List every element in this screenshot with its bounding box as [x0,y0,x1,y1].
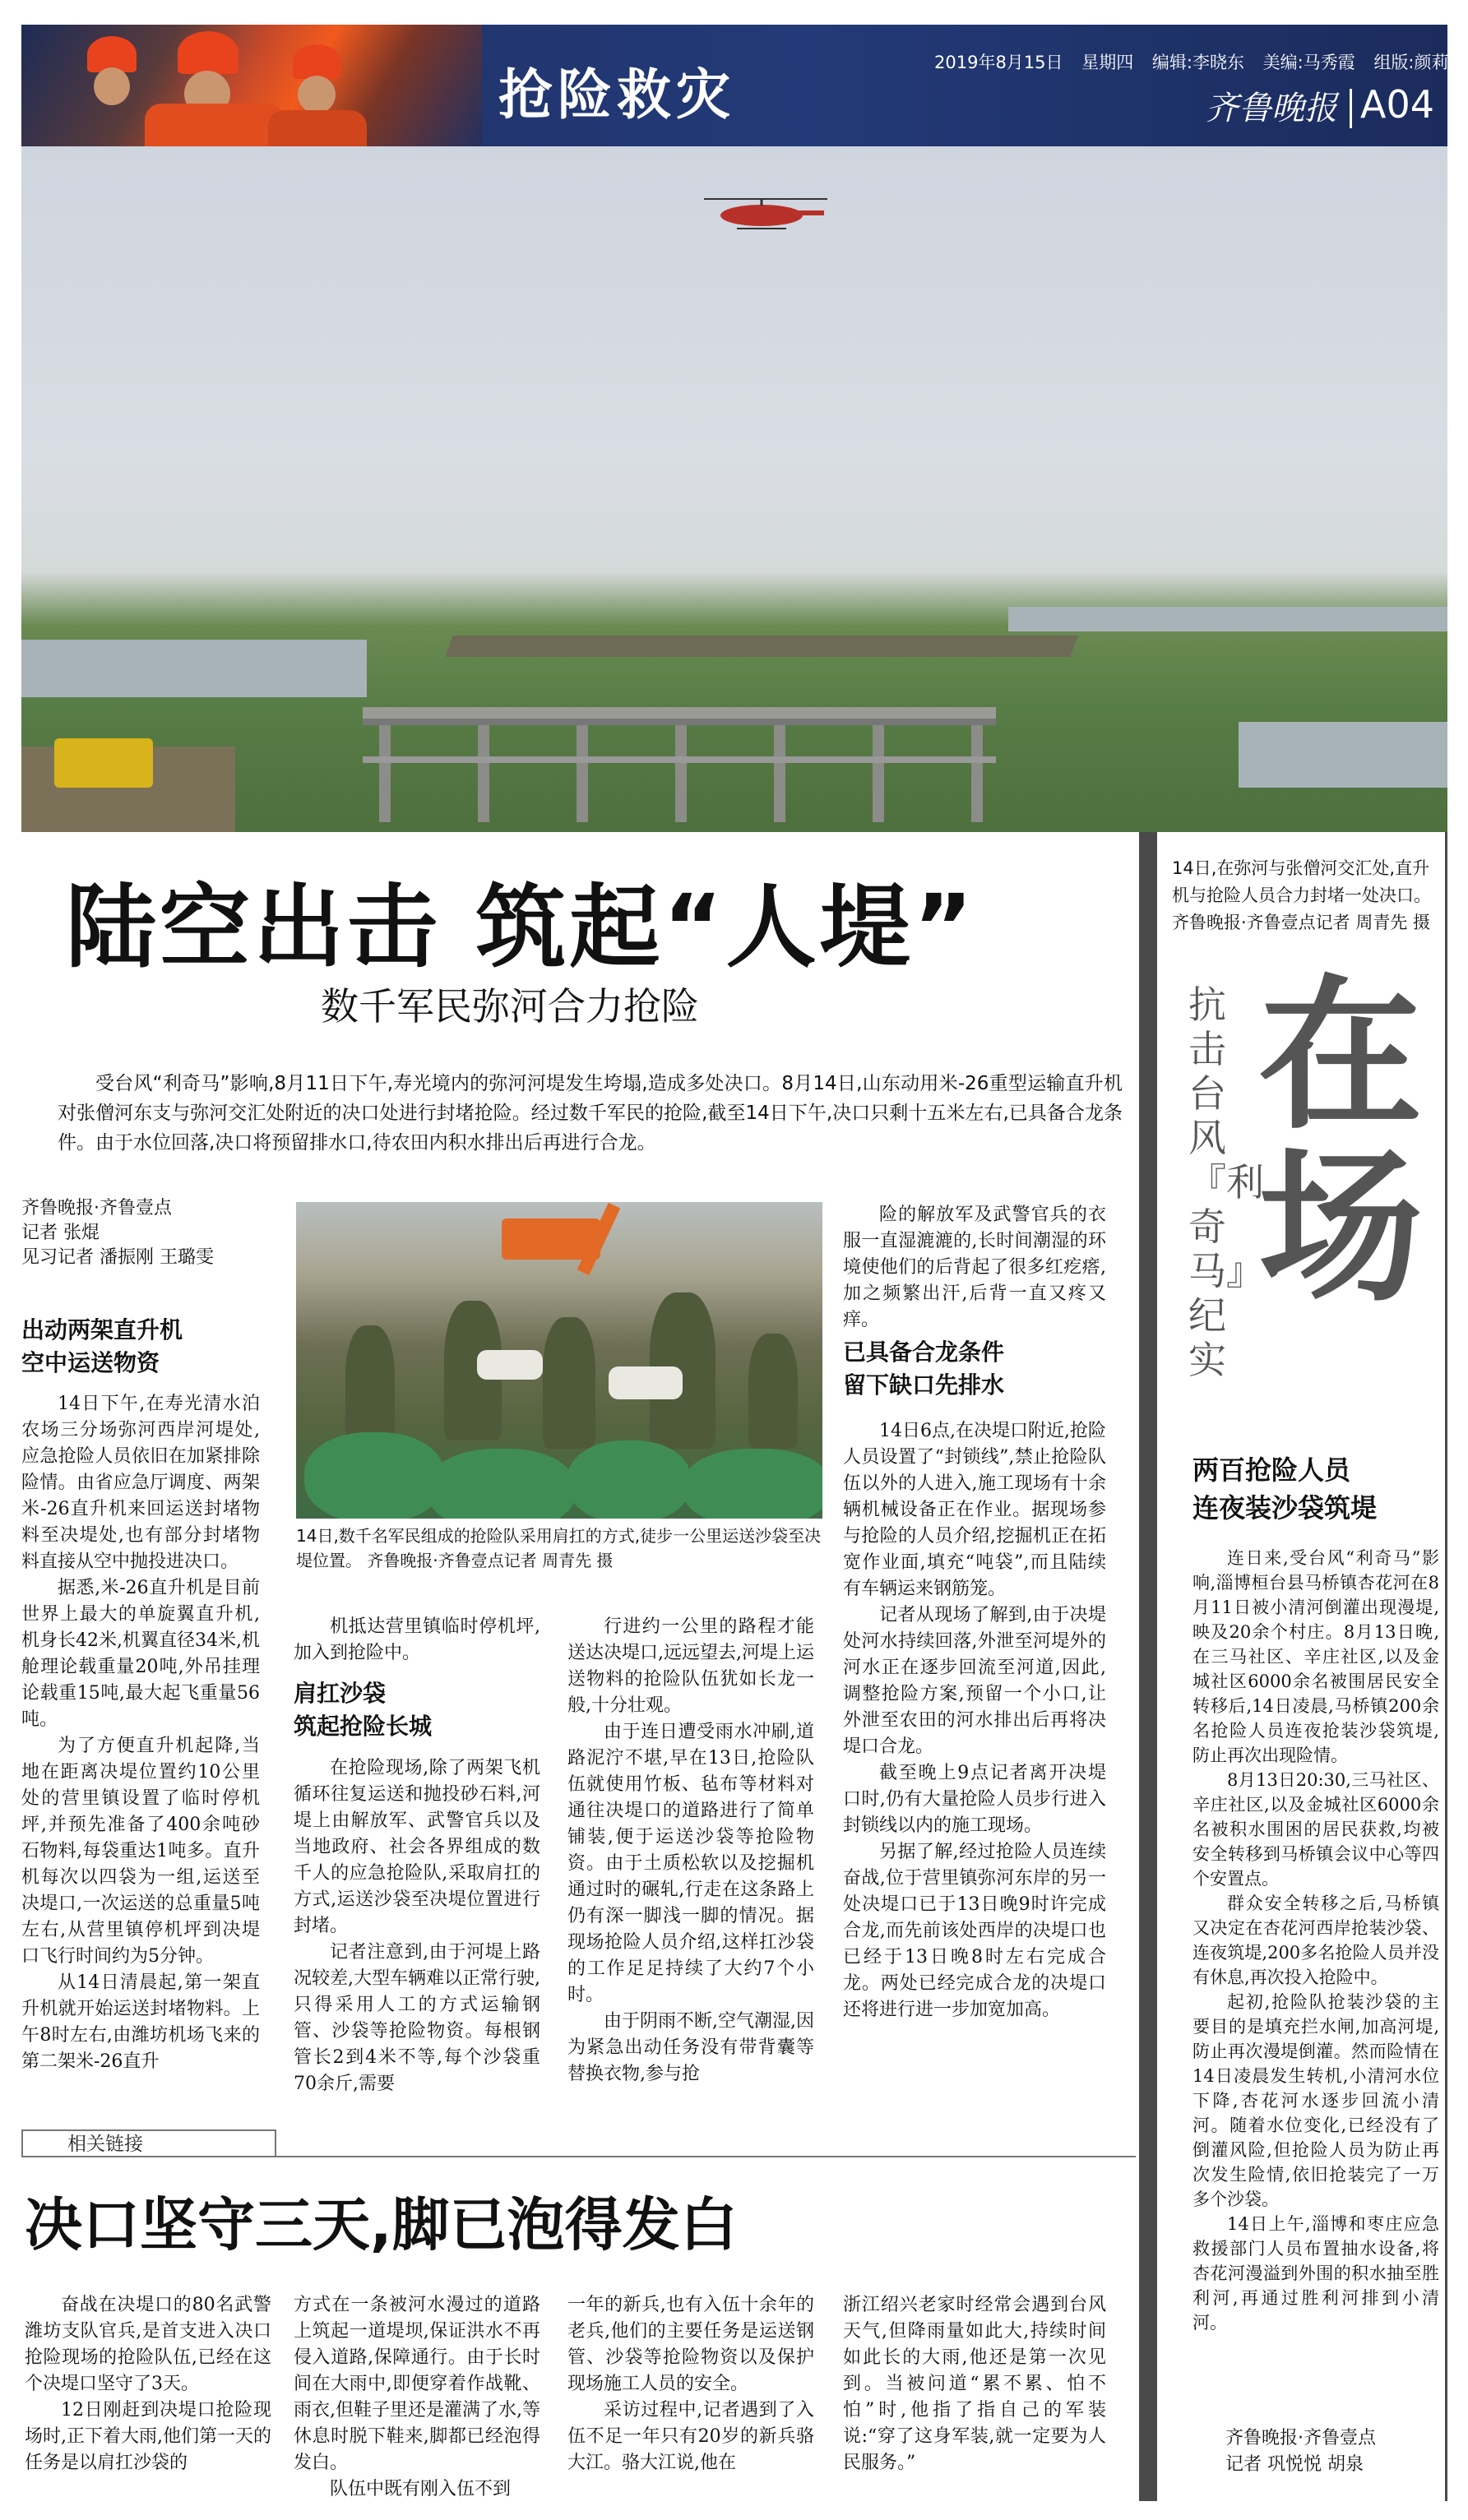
sluice-gate-bridge [363,707,996,822]
main-byline [21,1196,268,1270]
byline-line: 齐鲁晚报·齐鲁壹点 [21,1198,172,1218]
paragraph: 受台风“利奇马”影响,8月11日下午,寿光境内的弥河河堤发生垮塌,造成多处决口。8月14日,山东动用米-26重型运输直升机对张僧河东支与弥河交汇处附近的决口处进行封堵抢险。经过数千军民的抢险,截至14日下午,决口只剩十五米左右,已具备合龙条件。由于水位回落,决口将预留排水口,待农田内积水排出后再进行合龙。 [58,1073,1123,1154]
paragraph: 由于阴雨不断,空气潮湿,因为紧急出动任务没有带背囊等替换衣物,参与抢 [567,2011,814,2084]
paragraph: 14日6点,在决堤口附近,抢险人员设置了“封锁线”,禁止抢险队伍以外的人进入,施工现场有十余辆机械设备正在作业。据现场参与抢险的人员介绍,挖掘机正在拓宽作业面,填充“吨袋”,而且陆续有车辆运来钢筋笼。 [843,1421,1106,1599]
paragraph: 截至晚上9点记者离开决堤口时,仍有大量抢险人员步行进入封锁线以内的施工现场。 [843,1763,1106,1836]
related-column-1 [25,2292,271,2476]
byline-line: 齐鲁晚报·齐鲁壹点 [1225,2428,1376,2448]
paragraph: 奋战在决堤口的80名武警潍坊支队官兵,是首支进入决口抢险现场的抢险队伍,已经在这个决堤口坚守了3天。 [25,2295,271,2394]
subhead-line: 空中运送物资 [21,1349,160,1376]
helicopter-icon [704,194,827,234]
paragraph: 另据了解,经过抢险人员连续奋战,位于营里镇弥河东岸的另一处决堤口已于13日晚9时许完成合龙,而先前该处西岸的决堤口也已经于13日晚8时左右完成合龙。两处已经完成合龙的决堤口还将进行进一步加宽加高。 [843,1842,1106,2020]
subhead-line: 留下缺口先排水 [843,1371,1005,1399]
right-article-byline [1225,2425,1439,2478]
right-headline-line-1: 两百抢险人员 [1192,1454,1351,1486]
subhead-line: 肩扛沙袋 [294,1680,387,1707]
paragraph: 据悉,米-26直升机是目前世界上最大的单旋翼直升机,机身长42米,机翼直径34米,机舱理论载重量20吨,外吊挂理论载重15吨,最大起飞重量56吨。 [21,1578,260,1730]
byline-line: 记者 张焜 [21,1223,100,1243]
series-big-char-2: 场 [1257,1133,1423,1325]
paragraph: 8月13日20:30,三马社区、辛庄社区,以及金城社区6000余名被积水围困的居民获救,均被安全转移到马桥镇会议中心等四个安置点。 [1192,1770,1439,1889]
inset-photo-caption: 14日,数千名军民组成的抢险队采用肩扛的方式,徒步一公里运送沙袋至决堤位置。 齐鲁晚报·齐鲁壹点记者 周青先 摄 [296,1526,822,1570]
masthead-logo: 齐鲁晚报 [1206,90,1337,127]
paragraph: 采访过程中,记者遇到了入伍不足一年只有20岁的新兵骆大江。骆大江说,他在 [567,2400,814,2473]
paragraph: 险的解放军及武警官兵的衣服一直湿漉漉的,长时间潮湿的环境使他们的后背起了很多红疙瘩,加之频繁出汗,后背一直又疼又痒。 [843,1205,1106,1330]
right-column-rule [1139,832,1157,2501]
related-column-3 [567,2292,814,2476]
subhead-line: 出动两架直升机 [21,1316,183,1343]
issue-art-editor: 美编:马秀霞 [1262,53,1355,72]
article-column-4 [843,1202,1106,1334]
article-column-2 [294,1614,540,1667]
byline-line: 记者 巩悦悦 胡泉 [1225,2454,1364,2475]
right-article-headline [1192,1451,1439,1527]
main-subheadline: 数千军民弥河合力抢险 [321,984,699,1029]
header-photo [21,25,482,146]
series-title: 抗击台风『利奇马』纪实 [1188,983,1264,1382]
paragraph: 浙江绍兴老家时经常会遇到台风天气,但降雨量如此大,持续时间如此长的大雨,他还是第一次见到。当被问道“累不累、怕不怕”时,他指了指自己的军装说:“穿了这身军装,就一定要为人民服务。” [843,2295,1106,2473]
issue-info [934,49,1462,74]
issue-weekday: 星期四 [1081,53,1134,72]
paragraph: 一年的新兵,也有入伍十余年的老兵,他们的主要任务是运送钢管、沙袋等抢险物资以及保护现场施工人员的安全。 [567,2295,814,2394]
paragraph: 连日来,受台风“利奇马”影响,淄博桓台县马桥镇杏花河在8月11日被小清河倒灌出现漫堤,映及20余个村庄。8月13日晚,在三马社区、辛庄社区,以及金城社区6000余名被围居民安全转移后,14日凌晨,马桥镇200余名抢险人员连夜抢装沙袋筑堤,防止再次出现险情。 [1192,1548,1439,1765]
inset-photo [296,1202,822,1519]
paragraph: 队伍中既有刚入伍不到 [330,2479,512,2499]
paragraph: 记者从现场了解到,由于决堤处河水持续回落,外泄至河堤外的河水正在逐步回流至河道,因此,调整抢险方案,预留一个小口,让外泄至农田的河水排出后再将决堤口合龙。 [843,1605,1106,1757]
section-heading-3 [843,1336,1106,1402]
issue-proofreader: 组版:颜莉 [1373,53,1449,72]
main-headline: 陆空出击 筑起“人堤” [66,875,976,980]
byline-line: 见习记者 潘振刚 王璐雯 [21,1247,214,1268]
paragraph: 记者注意到,由于河堤上路况较差,大型车辆难以正常行驶,只得采用人工的方式运输钢管、沙袋等抢险物资。每根钢管长2到4米不等,每个沙袋重70余斤,需要 [294,1942,540,2094]
main-photo [21,146,1447,832]
paragraph: 为了方便直升机起降,当地在距离决堤位置约10公里处的营里镇设置了临时停机坪,并预先准备了400余吨砂石物料,每袋重达1吨多。直升机每次以四袋为一组,运送至决堤口,一次运送的总重量5吨左右,从营里镇停机坪到决堤口飞行时间约为5分钟。 [21,1736,260,1967]
related-column-2 [294,2292,540,2503]
section-title: 抢险救灾 [498,62,735,127]
article-column-3 [567,1614,814,2088]
page-header [21,25,1447,146]
right-article-body [1192,1546,1439,2335]
paragraph: 14日上午,淄博和枣庄应急救援部门人员布置抽水设备,将杏花河漫溢到外围的积水抽至胜利河,再通过胜利河排到小清河。 [1192,2214,1439,2333]
paragraph: 行进约一公里的路程才能送达决堤口,远远望去,河堤上运送物料的抢险队伍犹如长龙一般,十分壮观。 [567,1616,814,1716]
article-column-1 [21,1391,260,2075]
article-column-4b [843,1418,1106,2023]
paragraph: 由于连日遭受雨水冲刷,道路泥泞不堪,早在13日,抢险队伍就使用竹板、毡布等材料对通往决堤口的道路进行了简单铺装,便于运送沙袋等抢险物资。由于土质松软以及挖掘机通过时的碾轧,行走在这条路上仍有深一脚浅一脚的情况。据现场抢险人员介绍,这样扛沙袋的工作足足持续了大约7个小时。 [567,1722,814,2005]
paragraph: 12日刚赶到决堤口抢险现场时,正下着大雨,他们第一天的任务是以肩扛沙袋的 [25,2400,271,2473]
related-column-4 [843,2292,1106,2476]
paragraph: 起初,抢险队抢装沙袋的主要目的是填充拦水闸,加高河堤,防止再次漫堤倒灌。然而险情在14日凌晨发生转机,小清河水位下降,杏花河水逐步回流小清河。随着水位变化,已经没有了倒灌风险,但抢险人员为防止再次发生险情,依旧抢装完了一万多个沙袋。 [1192,1992,1439,2209]
related-link-tab: 相关链接 [21,2129,276,2157]
related-divider [21,2156,1136,2157]
section-heading-2 [294,1677,540,1743]
paragraph: 机抵达营里镇临时停机坪,加入到抢险中。 [294,1616,540,1663]
subhead-line: 已具备合龙条件 [843,1339,1005,1366]
paragraph: 在抢险现场,除了两架飞机循环往复运送和抛投砂石料,河堤上由解放军、武警官兵以及当地政府、社会各界组成的数千人的应急抢险队,采取肩扛的方式,运送沙袋至决堤位置进行封堵。 [294,1758,540,1936]
right-headline-line-2: 连夜装沙袋筑堤 [1192,1492,1378,1524]
lead-paragraph [58,1069,1123,1158]
issue-editor: 编辑:李晓东 [1151,53,1244,72]
main-photo-caption: 14日,在弥河与张僧河交汇处,直升机与抢险人员合力封堵一处决口。齐鲁晚报·齐鲁壹点记者 周青先 摄 [1172,858,1431,932]
paragraph: 方式在一条被河水漫过的道路上筑起一道堤坝,保证洪水不再侵入道路,保障通行。由于长时间在大雨中,即便穿着作战靴、雨衣,但鞋子里还是灌满了水,等休息时脱下鞋来,脚都已经泡得发白。 [294,2295,540,2473]
paragraph: 群众安全转移之后,马桥镇又决定在杏花河西岸抢装沙袋、连夜筑堤,200多名抢险人员并没有休息,再次投入抢险中。 [1192,1893,1439,1987]
related-headline: 决口坚守三天,脚已泡得发白 [25,2191,738,2259]
article-column-2b [294,1755,540,2097]
paragraph: 从14日清晨起,第一架直升机就开始运送封堵物料。上午8时左右,由潍坊机场飞来的第二架米-26直升 [21,1972,260,2072]
page-number-divider [1350,89,1352,128]
section-heading-1 [21,1314,268,1380]
paragraph: 14日下午,在寿光清水泊农场三分场弥河西岸河堤处,应急抢险人员依旧在加紧排除险情。由省应急厅调度、两架米-26直升机来回运送封堵物料至决堤处,也有部分封堵物料直接从空中抛投进决口。 [21,1394,260,1572]
series-big-char-1: 在 [1257,960,1423,1152]
subhead-line: 筑起抢险长城 [294,1713,433,1740]
page-number: A04 [1360,82,1435,127]
issue-date: 2019年8月15日 [934,53,1063,72]
